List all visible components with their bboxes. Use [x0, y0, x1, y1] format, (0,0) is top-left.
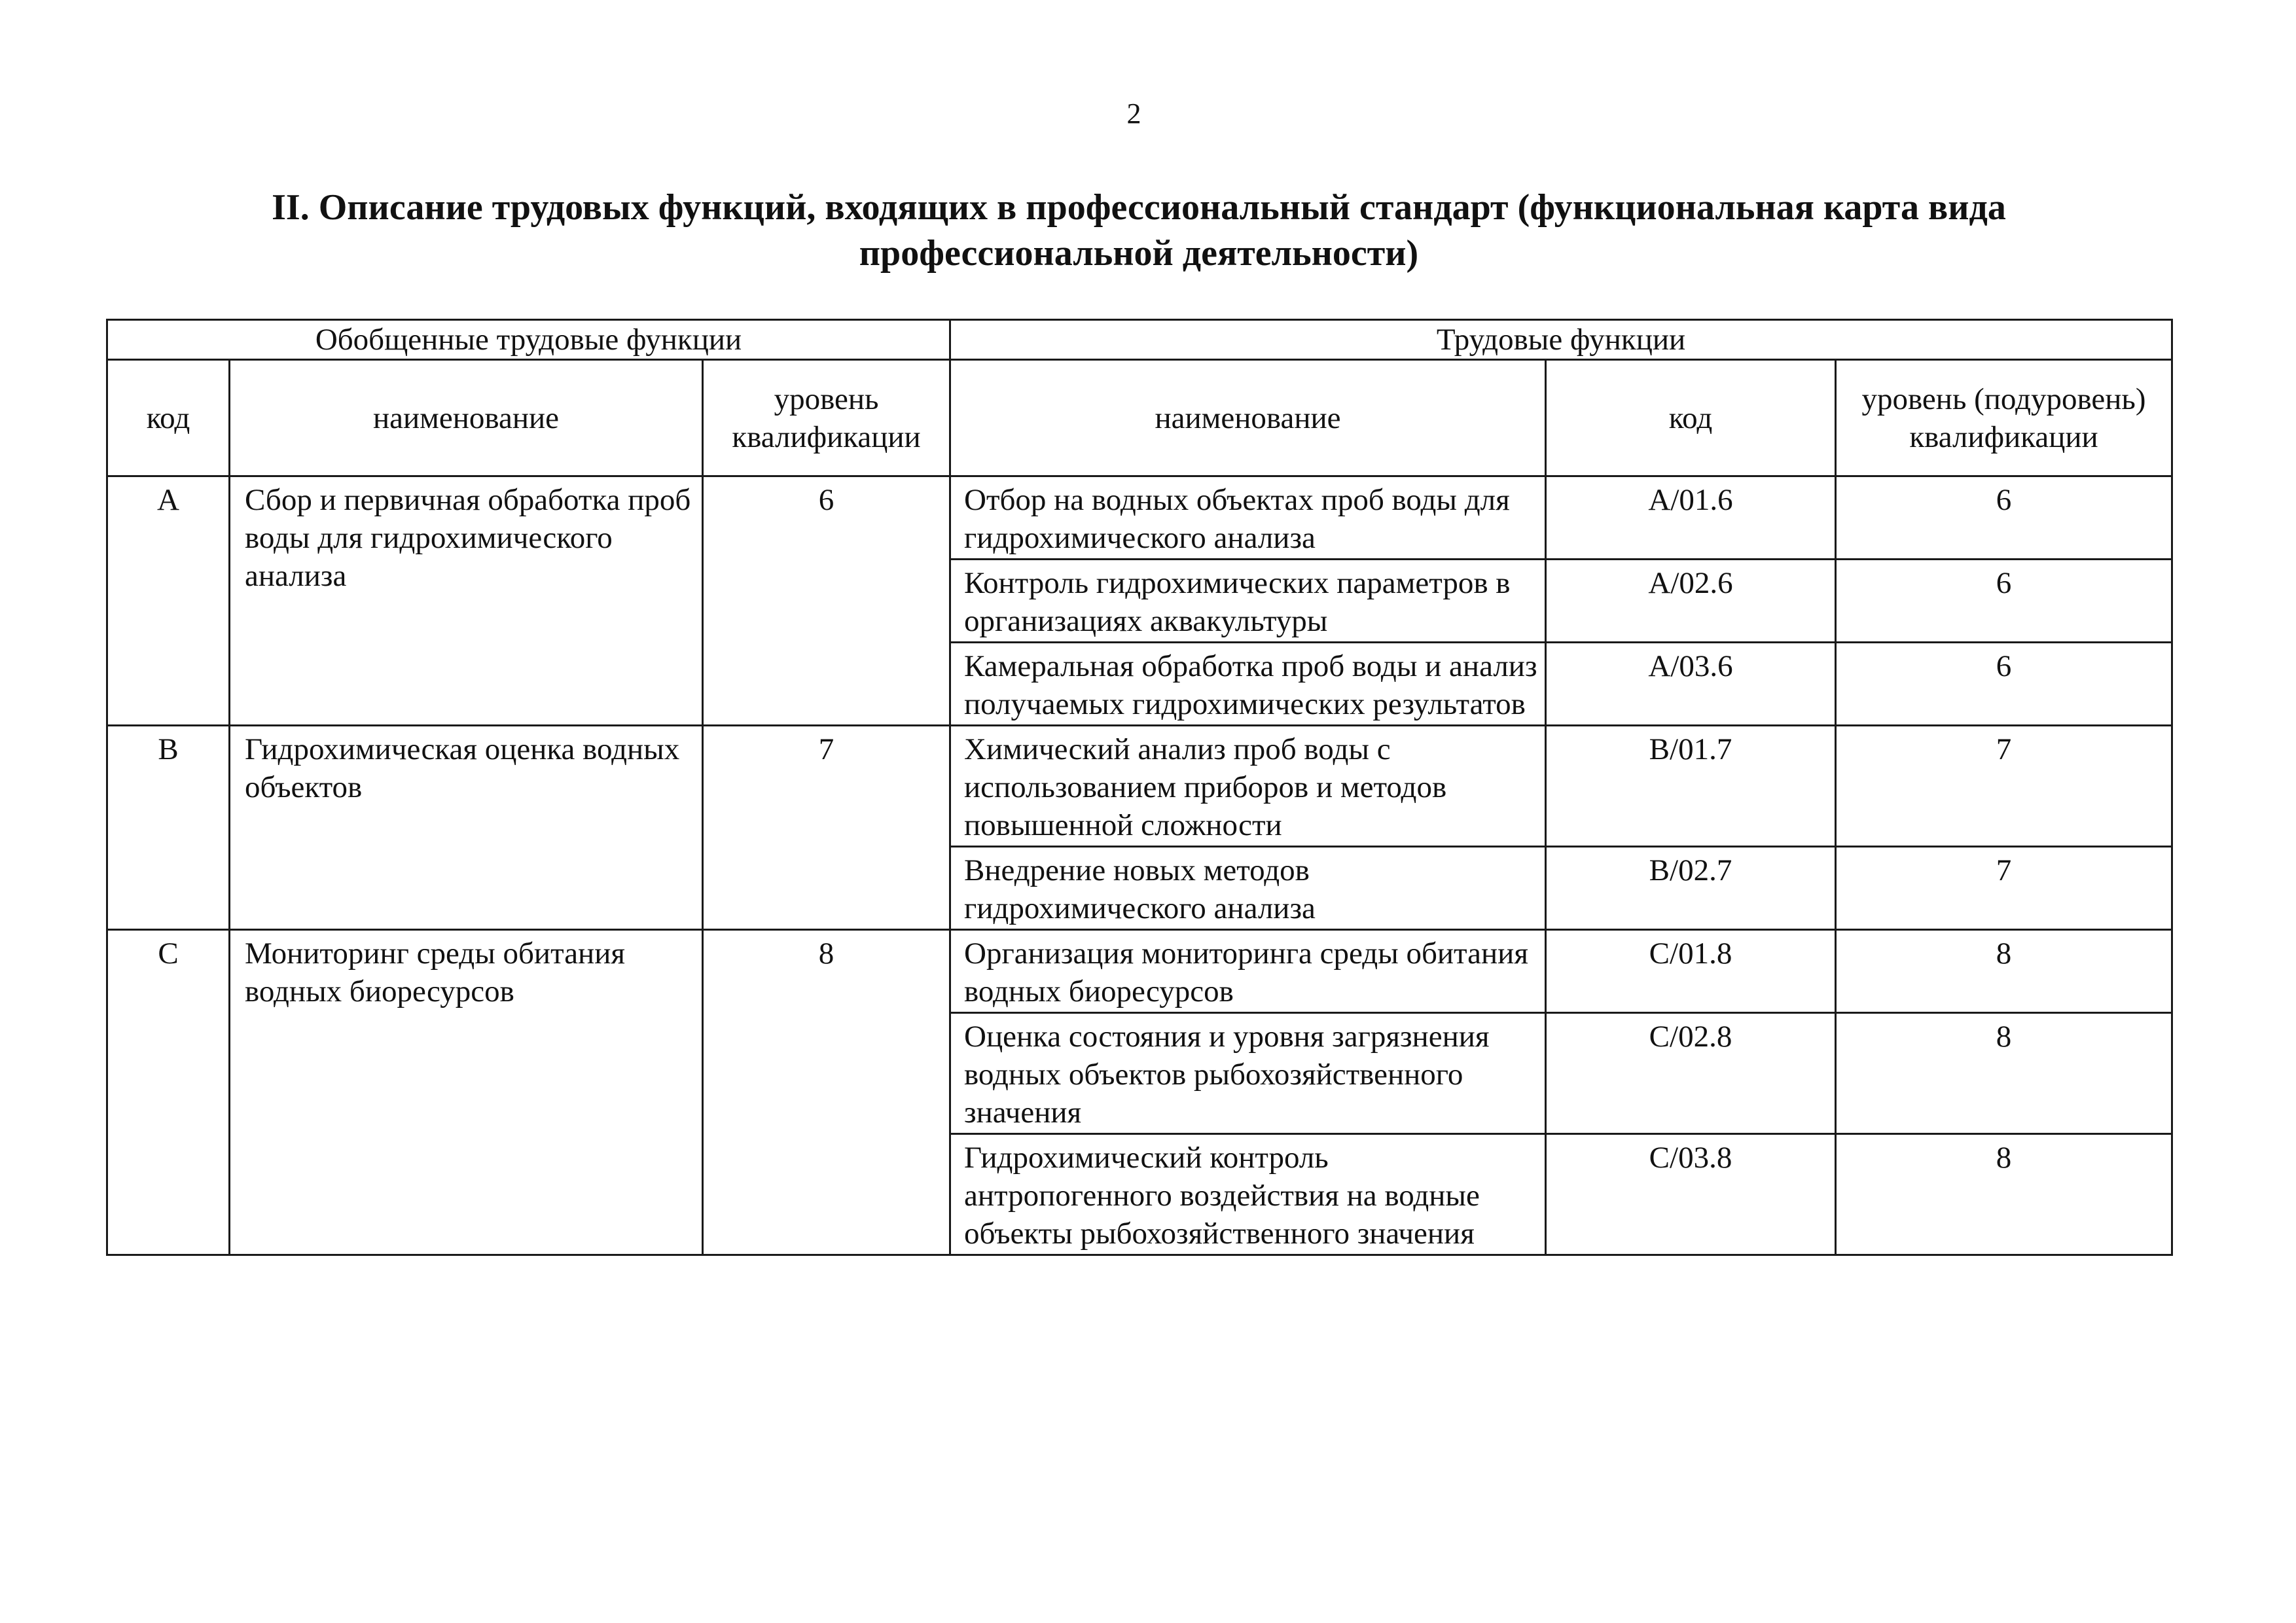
- group-header-row: [107, 320, 2172, 360]
- header-gen-name: наименование: [230, 360, 703, 476]
- func-name: Внедрение новых методов гидрохимического анализа: [950, 847, 1546, 930]
- functional-map-table: [106, 319, 2173, 1256]
- gen-level: 7: [703, 726, 950, 930]
- gen-name: Мониторинг среды обитания водных биоресурсов: [230, 930, 703, 1255]
- page-number: 2: [1126, 98, 1141, 130]
- gen-level: 6: [703, 476, 950, 726]
- gen-name: Гидрохимическая оценка водных объектов: [230, 726, 703, 930]
- func-code: B/02.7: [1546, 847, 1836, 930]
- header-gen-code: код: [107, 360, 230, 476]
- column-header-row: [107, 360, 2172, 476]
- func-code: A/02.6: [1546, 560, 1836, 643]
- header-gen-level: уровень квалификации: [703, 360, 950, 476]
- func-level: 8: [1836, 1013, 2172, 1134]
- table-row: [107, 476, 2172, 560]
- gen-code: C: [107, 930, 230, 1255]
- func-level: 6: [1836, 643, 2172, 726]
- func-level: 8: [1836, 930, 2172, 1013]
- func-name: Контроль гидрохимических параметров в организациях аквакультуры: [950, 560, 1546, 643]
- header-func-level: уровень (подуровень) квалификации: [1836, 360, 2172, 476]
- func-code: C/03.8: [1546, 1134, 1836, 1255]
- func-level: 6: [1836, 476, 2172, 560]
- section-title-line-1: II. Описание трудовых функций, входящих в профессиональный стандарт (функциональная карта вида: [272, 187, 2006, 228]
- header-labor-functions: Трудовые функции: [950, 320, 2172, 360]
- table-row: [107, 726, 2172, 847]
- func-code: A/03.6: [1546, 643, 1836, 726]
- func-code: C/01.8: [1546, 930, 1836, 1013]
- func-name: Гидрохимический контроль антропогенного воздействия на водные объекты рыбохозяйственного значения: [950, 1134, 1546, 1255]
- header-generalized-functions: Обобщенные трудовые функции: [107, 320, 950, 360]
- func-name: Химический анализ проб воды с использованием приборов и методов повышенной сложности: [950, 726, 1546, 847]
- func-name: Оценка состояния и уровня загрязнения водных объектов рыбохозяйственного значения: [950, 1013, 1546, 1134]
- func-code: A/01.6: [1546, 476, 1836, 560]
- header-func-name: наименование: [950, 360, 1546, 476]
- func-name: Камеральная обработка проб воды и анализ получаемых гидрохимических результатов: [950, 643, 1546, 726]
- func-name: Отбор на водных объектах проб воды для гидрохимического анализа: [950, 476, 1546, 560]
- header-func-code: код: [1546, 360, 1836, 476]
- section-title: [157, 185, 2121, 276]
- func-name: Организация мониторинга среды обитания водных биоресурсов: [950, 930, 1546, 1013]
- func-level: 7: [1836, 847, 2172, 930]
- gen-code: B: [107, 726, 230, 930]
- func-level: 6: [1836, 560, 2172, 643]
- gen-code: A: [107, 476, 230, 726]
- func-level: 7: [1836, 726, 2172, 847]
- table-row: [107, 930, 2172, 1013]
- func-level: 8: [1836, 1134, 2172, 1255]
- func-code: B/01.7: [1546, 726, 1836, 847]
- gen-name: Сбор и первичная обработка проб воды для гидрохимического анализа: [230, 476, 703, 726]
- section-title-line-2: профессиональной деятельности): [859, 233, 1419, 274]
- func-code: C/02.8: [1546, 1013, 1836, 1134]
- gen-level: 8: [703, 930, 950, 1255]
